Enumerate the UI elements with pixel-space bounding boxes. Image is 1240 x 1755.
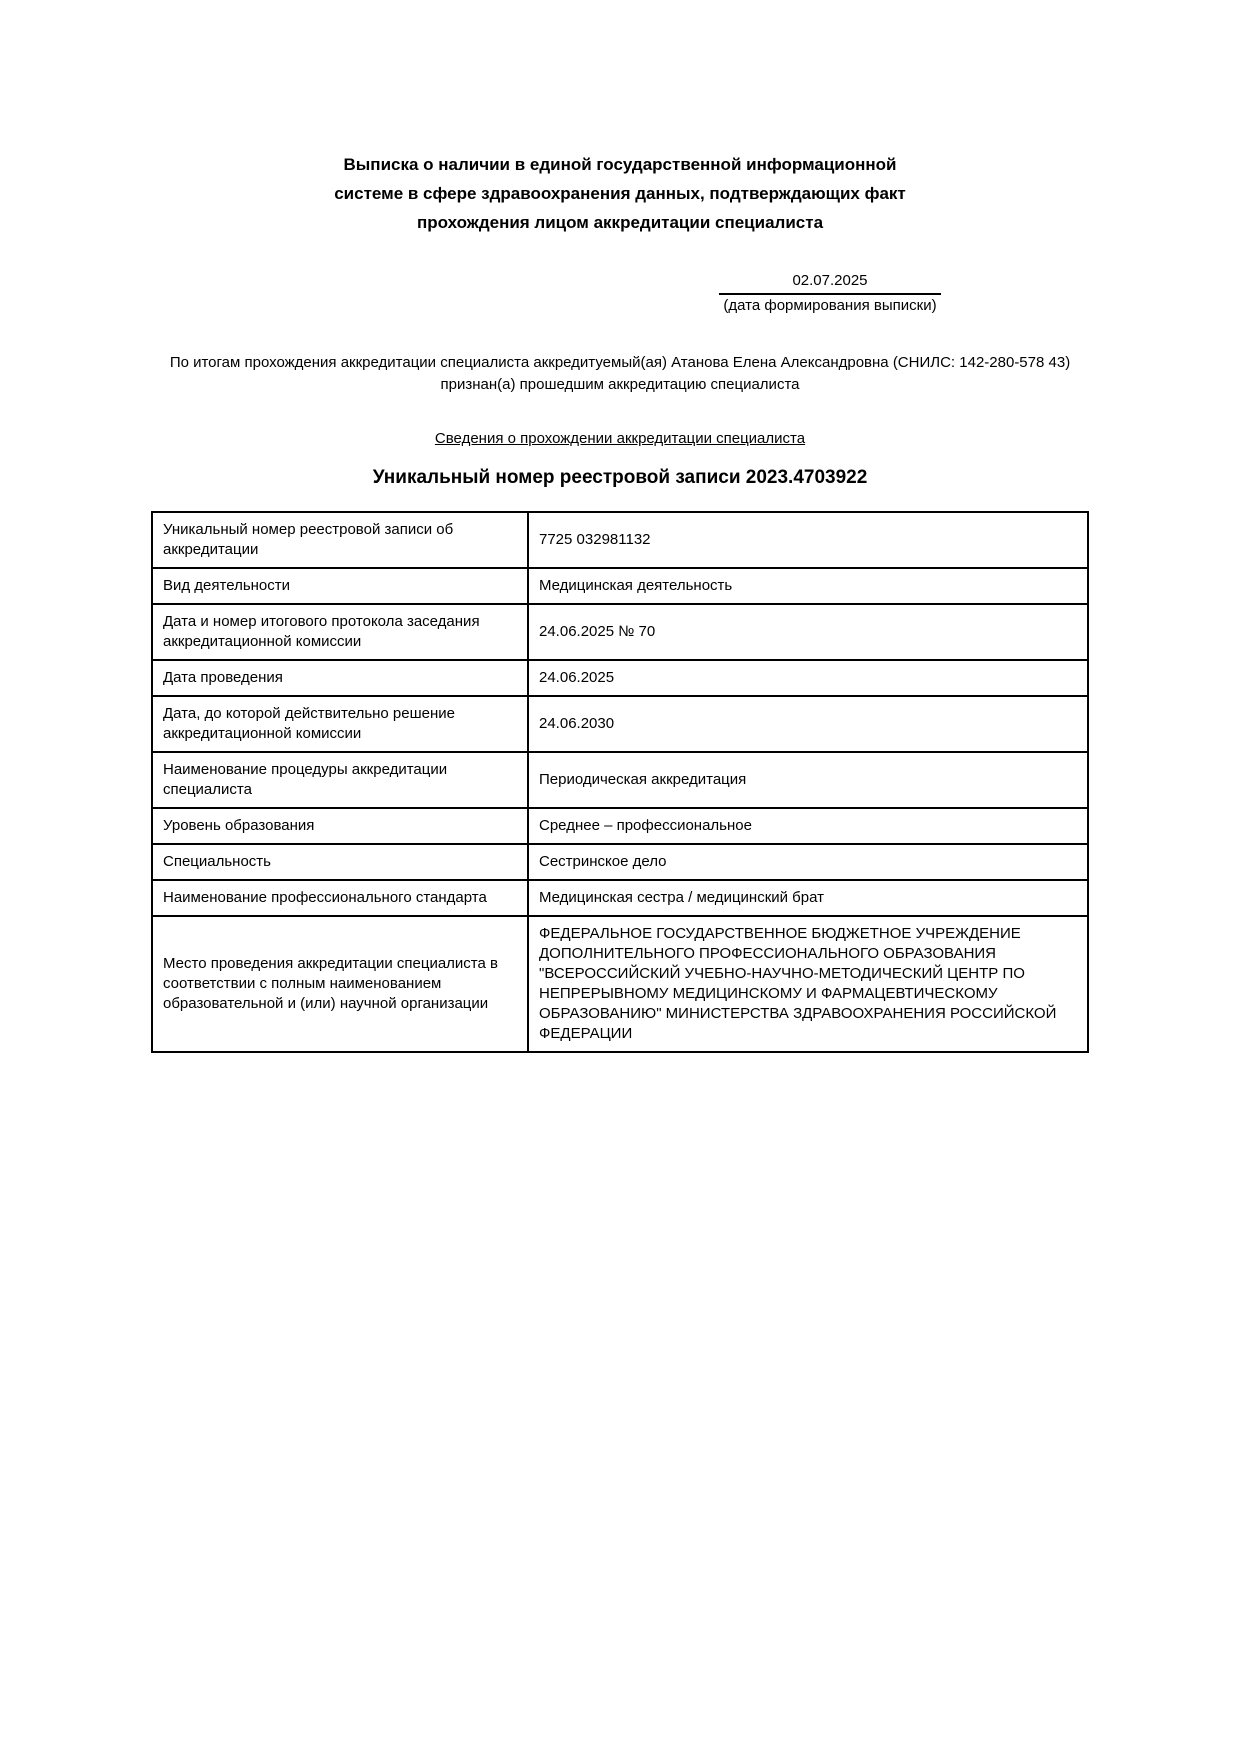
row-value: 24.06.2030 bbox=[528, 696, 1088, 752]
row-label: Дата, до которой действительно решение аккредитационной комиссии bbox=[152, 696, 528, 752]
table-row bbox=[152, 568, 1088, 604]
row-label: Уникальный номер реестровой записи об аккредитации bbox=[152, 512, 528, 568]
table-row bbox=[152, 808, 1088, 844]
row-value: Медицинская деятельность bbox=[528, 568, 1088, 604]
row-label: Дата и номер итогового протокола заседания аккредитационной комиссии bbox=[152, 604, 528, 660]
row-label: Наименование процедуры аккредитации специалиста bbox=[152, 752, 528, 808]
table-row bbox=[152, 880, 1088, 916]
table-row bbox=[152, 660, 1088, 696]
row-value: Среднее – профессиональное bbox=[528, 808, 1088, 844]
row-value: Сестринское дело bbox=[528, 844, 1088, 880]
row-value: 24.06.2025 bbox=[528, 660, 1088, 696]
extract-date: 02.07.2025 bbox=[719, 272, 941, 295]
table-row bbox=[152, 696, 1088, 752]
intro-paragraph: По итогам прохождения аккредитации специалиста аккредитуемый(ая) Атанова Елена Александровна (СНИЛС: 142-280-578 43) признан(а) прошедшим аккредитацию специалиста bbox=[169, 354, 1071, 393]
table-row bbox=[152, 604, 1088, 660]
row-label: Дата проведения bbox=[152, 660, 528, 696]
extract-date-block bbox=[719, 272, 941, 315]
table-row bbox=[152, 844, 1088, 880]
document-title bbox=[151, 150, 1089, 237]
row-value: 24.06.2025 № 70 bbox=[528, 604, 1088, 660]
row-label: Наименование профессионального стандарта bbox=[152, 880, 528, 916]
extract-date-caption: (дата формирования выписки) bbox=[723, 297, 937, 314]
table-row bbox=[152, 752, 1088, 808]
row-value: 7725 032981132 bbox=[528, 512, 1088, 568]
row-label: Место проведения аккредитации специалиста в соответствии с полным наименованием образовательной и (или) научной организации bbox=[152, 916, 528, 1052]
row-label: Специальность bbox=[152, 844, 528, 880]
row-value: ФЕДЕРАЛЬНОЕ ГОСУДАРСТВЕННОЕ БЮДЖЕТНОЕ УЧРЕЖДЕНИЕ ДОПОЛНИТЕЛЬНОГО ПРОФЕССИОНАЛЬНОГО ОБРАЗОВАНИЯ "ВСЕРОССИЙСКИЙ УЧЕБНО-НАУЧНО-МЕТОДИЧЕСКИЙ ЦЕНТР ПО НЕПРЕРЫВНОМУ МЕДИЦИНСКОМУ И ФАРМАЦЕВТИЧЕСКОМУ ОБРАЗОВАНИЮ" МИНИСТЕРСТВА ЗДРАВООХРАНЕНИЯ РОССИЙСКОЙ ФЕДЕРАЦИИ bbox=[528, 916, 1088, 1052]
table-row bbox=[152, 916, 1088, 1052]
section-heading: Сведения о прохождении аккредитации специалиста bbox=[434, 430, 806, 447]
row-label: Вид деятельности bbox=[152, 568, 528, 604]
document-title-line: Выписка о наличии в единой государственной информационной bbox=[343, 155, 897, 174]
document-title-line: системе в сфере здравоохранения данных, подтверждающих факт bbox=[334, 184, 906, 203]
table-row bbox=[152, 512, 1088, 568]
record-number-heading: Уникальный номер реестровой записи 2023.4703922 bbox=[372, 467, 868, 488]
accreditation-table bbox=[151, 511, 1089, 1053]
row-value: Медицинская сестра / медицинский брат bbox=[528, 880, 1088, 916]
document-title-line: прохождения лицом аккредитации специалиста bbox=[416, 213, 824, 232]
row-value: Периодическая аккредитация bbox=[528, 752, 1088, 808]
row-label: Уровень образования bbox=[152, 808, 528, 844]
